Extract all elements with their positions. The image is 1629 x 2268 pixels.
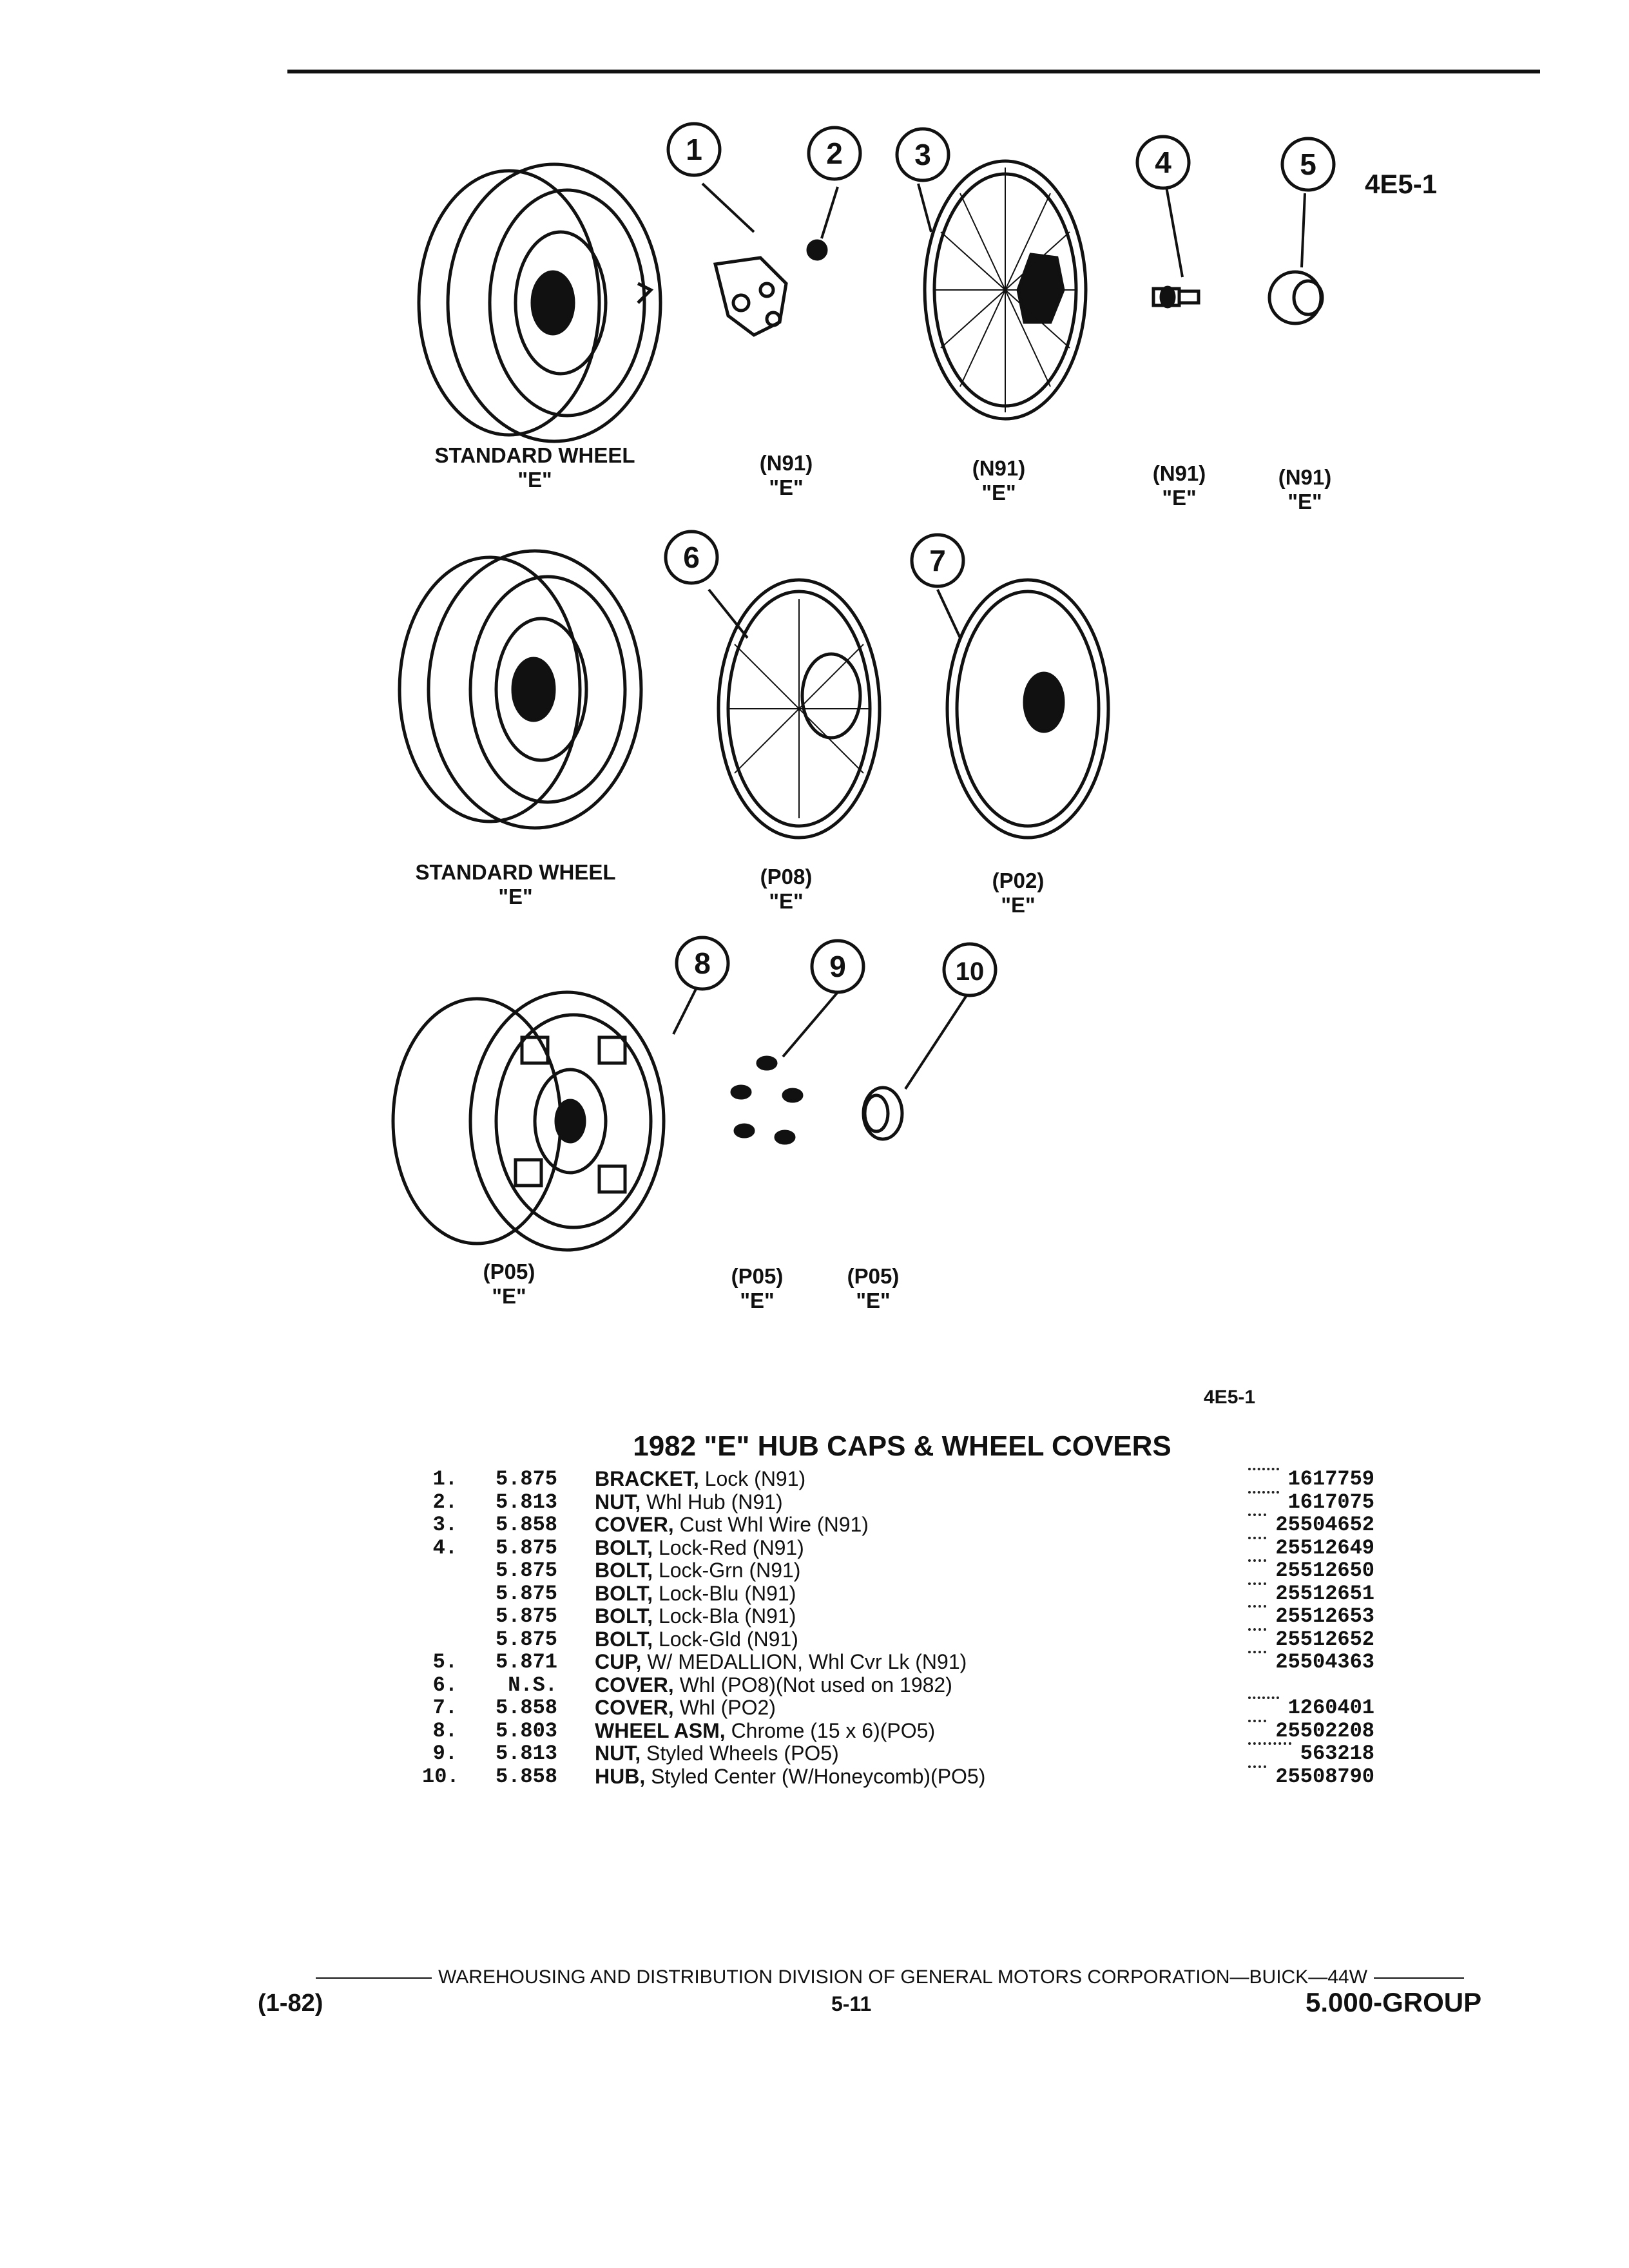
callout-2: 2	[826, 137, 843, 170]
part-index: 1.	[432, 1467, 458, 1491]
part-description	[595, 1674, 1239, 1697]
part-name: BOLT,	[595, 1604, 653, 1628]
callout-7: 7	[929, 544, 946, 577]
part-detail: Styled Wheels (PO5)	[646, 1742, 839, 1765]
part-index: 5.	[432, 1650, 458, 1674]
part-description	[595, 1628, 1239, 1651]
part-index: 6.	[432, 1673, 458, 1697]
part-name: HUB,	[595, 1764, 646, 1788]
caption-wire-cover: (N91) "E"	[972, 456, 1026, 505]
parts-row	[422, 1514, 1374, 1537]
styled-wheel-nuts-illustration	[732, 1057, 802, 1143]
group-number: 5.813	[495, 1490, 557, 1514]
parts-row	[422, 1696, 1374, 1720]
parts-row	[422, 1537, 1374, 1560]
part-name: COVER,	[595, 1673, 674, 1696]
part-description	[595, 1514, 1239, 1537]
caption-cup: (N91) "E"	[1278, 465, 1332, 514]
styled-wheel-illustration	[393, 992, 664, 1250]
callout-6: 6	[683, 541, 700, 574]
leader-dots	[1248, 1765, 1266, 1768]
wheel-cover-p08-illustration	[718, 580, 880, 838]
part-index: 3.	[432, 1513, 458, 1537]
footer-page-number: 5-11	[831, 1992, 872, 2015]
part-detail: Whl (PO2)	[679, 1696, 776, 1719]
footer-date: (1-82)	[258, 1990, 323, 2017]
leader-dots	[1248, 1582, 1266, 1585]
part-description	[595, 1696, 1239, 1720]
group-number: 5.875	[495, 1559, 557, 1582]
part-description	[595, 1582, 1239, 1606]
group-number: 5.858	[495, 1513, 557, 1537]
part-detail: Whl (PO8)(Not used on 1982)	[679, 1673, 952, 1696]
part-number: 25502208	[1275, 1718, 1374, 1743]
part-name: BRACKET,	[595, 1467, 699, 1490]
parts-row	[422, 1720, 1374, 1743]
part-description	[595, 1491, 1239, 1514]
part-name: BOLT,	[595, 1559, 653, 1582]
part-number: 25512650	[1275, 1559, 1374, 1582]
leader-dots	[1248, 1742, 1291, 1745]
parts-row	[422, 1468, 1374, 1491]
part-number: 1260401	[1287, 1696, 1374, 1720]
group-number: N.S.	[508, 1673, 557, 1697]
caption-standard-wheel-2: STANDARD WHEEL "E"	[415, 860, 616, 908]
leader-dots	[1248, 1651, 1266, 1653]
part-detail: Lock-Bla (N91)	[658, 1604, 796, 1628]
part-detail: Lock-Grn (N91)	[658, 1559, 801, 1582]
part-number: 1617759	[1287, 1467, 1374, 1491]
part-name: BOLT,	[595, 1581, 653, 1605]
part-description	[595, 1605, 1239, 1628]
part-number: 25512653	[1275, 1604, 1374, 1628]
caption-styled-wheel: (P05) "E"	[483, 1260, 535, 1308]
part-number: 25512652	[1275, 1627, 1374, 1651]
part-description	[595, 1468, 1239, 1491]
part-description	[595, 1765, 1239, 1789]
group-number: 5.875	[495, 1467, 557, 1491]
part-detail: Chrome (15 x 6)(PO5)	[731, 1718, 936, 1742]
part-number: 1617075	[1287, 1490, 1374, 1514]
parts-row	[422, 1605, 1374, 1628]
part-detail: Cust Whl Wire (N91)	[679, 1513, 869, 1536]
caption-cover-p02: (P02) "E"	[992, 869, 1045, 917]
caption-styled-nuts: (P05) "E"	[731, 1264, 784, 1312]
standard-wheel-illustration-2	[400, 551, 641, 828]
nut-whl-hub-illustration	[808, 241, 826, 259]
part-index: 4.	[432, 1535, 458, 1560]
part-name: BOLT,	[595, 1627, 653, 1651]
part-index: 9.	[432, 1742, 458, 1765]
group-number: 5.803	[495, 1718, 557, 1743]
parts-row	[422, 1765, 1374, 1789]
part-description	[595, 1720, 1239, 1743]
leader-dots	[1248, 1514, 1266, 1516]
part-name: COVER,	[595, 1696, 674, 1719]
callout-8: 8	[694, 947, 711, 980]
callout-9: 9	[829, 950, 846, 983]
part-index: 10.	[422, 1764, 459, 1789]
part-name: WHEEL ASM,	[595, 1718, 726, 1742]
part-number: 25504363	[1275, 1650, 1374, 1674]
callout-3: 3	[914, 138, 931, 171]
parts-row	[422, 1559, 1374, 1582]
parts-list	[422, 1468, 1374, 1788]
part-description	[595, 1559, 1239, 1582]
part-detail: Whl Hub (N91)	[646, 1490, 783, 1514]
leader-dots	[1248, 1537, 1266, 1539]
parts-list-title: 1982 "E" HUB CAPS & WHEEL COVERS	[633, 1430, 1171, 1462]
part-name: BOLT,	[595, 1535, 653, 1559]
part-name: CUP,	[595, 1650, 642, 1673]
parts-row	[422, 1491, 1374, 1514]
part-description	[595, 1537, 1239, 1560]
footer-group: 5.000-GROUP	[1306, 1987, 1482, 2017]
leader-dots	[1248, 1468, 1279, 1470]
part-index: 8.	[432, 1718, 458, 1743]
caption-lock-bolt: (N91) "E"	[1152, 461, 1206, 510]
figure-code: 4E5-1	[1365, 169, 1438, 199]
part-index: 7.	[432, 1696, 458, 1720]
parts-row	[422, 1651, 1374, 1674]
callout-5: 5	[1300, 148, 1316, 181]
leader-dots	[1248, 1628, 1266, 1631]
styled-center-hub-illustration	[863, 1088, 902, 1139]
parts-row	[422, 1628, 1374, 1651]
wheel-cover-p02-illustration	[947, 580, 1108, 838]
callout-1: 1	[686, 133, 702, 166]
group-number: 5.875	[495, 1627, 557, 1651]
wire-wheel-cover-illustration	[925, 161, 1086, 419]
leader-dots	[1248, 1491, 1279, 1494]
group-number: 5.875	[495, 1535, 557, 1560]
lock-bolt-illustration	[1153, 287, 1199, 307]
figure-code-bottom: 4E5-1	[1204, 1387, 1256, 1408]
part-number: 25508790	[1275, 1764, 1374, 1789]
leader-dots	[1248, 1605, 1266, 1608]
leader-dots	[1248, 1720, 1266, 1722]
parts-row	[422, 1674, 1374, 1697]
part-detail: W/ MEDALLION, Whl Cvr Lk (N91)	[647, 1650, 967, 1673]
part-number: 25512649	[1275, 1535, 1374, 1560]
part-name: COVER,	[595, 1513, 674, 1536]
part-description	[595, 1651, 1239, 1674]
footer-division: WAREHOUSING AND DISTRIBUTION DIVISION OF GENERAL MOTORS CORPORATION—BUICK—44W	[287, 1966, 1492, 1988]
callout-10: 10	[955, 957, 985, 986]
caption-styled-hub: (P05) "E"	[847, 1264, 900, 1312]
caption-bracket: (N91) "E"	[759, 451, 813, 499]
part-number: 563218	[1300, 1742, 1374, 1765]
part-description	[595, 1742, 1239, 1765]
leader-dots	[1248, 1696, 1279, 1699]
group-number: 5.875	[495, 1581, 557, 1606]
caption-standard-wheel-1: STANDARD WHEEL "E"	[434, 443, 635, 492]
callout-4: 4	[1155, 146, 1171, 179]
group-number: 5.813	[495, 1742, 557, 1765]
group-number: 5.858	[495, 1696, 557, 1720]
caption-cover-p08: (P08) "E"	[760, 865, 813, 913]
part-name: NUT,	[595, 1490, 641, 1514]
group-number: 5.871	[495, 1650, 557, 1674]
group-number: 5.875	[495, 1604, 557, 1628]
leader-dots	[1248, 1559, 1266, 1562]
group-number: 5.858	[495, 1764, 557, 1789]
parts-row	[422, 1582, 1374, 1606]
part-detail: Lock-Gld (N91)	[658, 1627, 798, 1651]
part-detail: Lock-Blu (N91)	[658, 1581, 796, 1605]
part-number: 25504652	[1275, 1513, 1374, 1537]
parts-row	[422, 1742, 1374, 1765]
part-index: 2.	[432, 1490, 458, 1514]
bracket-lock-illustration	[715, 258, 786, 335]
part-detail: Lock (N91)	[704, 1467, 806, 1490]
medallion-cup-illustration	[1269, 272, 1322, 323]
part-number: 25512651	[1275, 1581, 1374, 1606]
standard-wheel-illustration-1	[419, 164, 660, 441]
part-detail: Styled Center (W/Honeycomb)(PO5)	[651, 1764, 986, 1788]
part-detail: Lock-Red (N91)	[658, 1535, 804, 1559]
part-name: NUT,	[595, 1742, 641, 1765]
